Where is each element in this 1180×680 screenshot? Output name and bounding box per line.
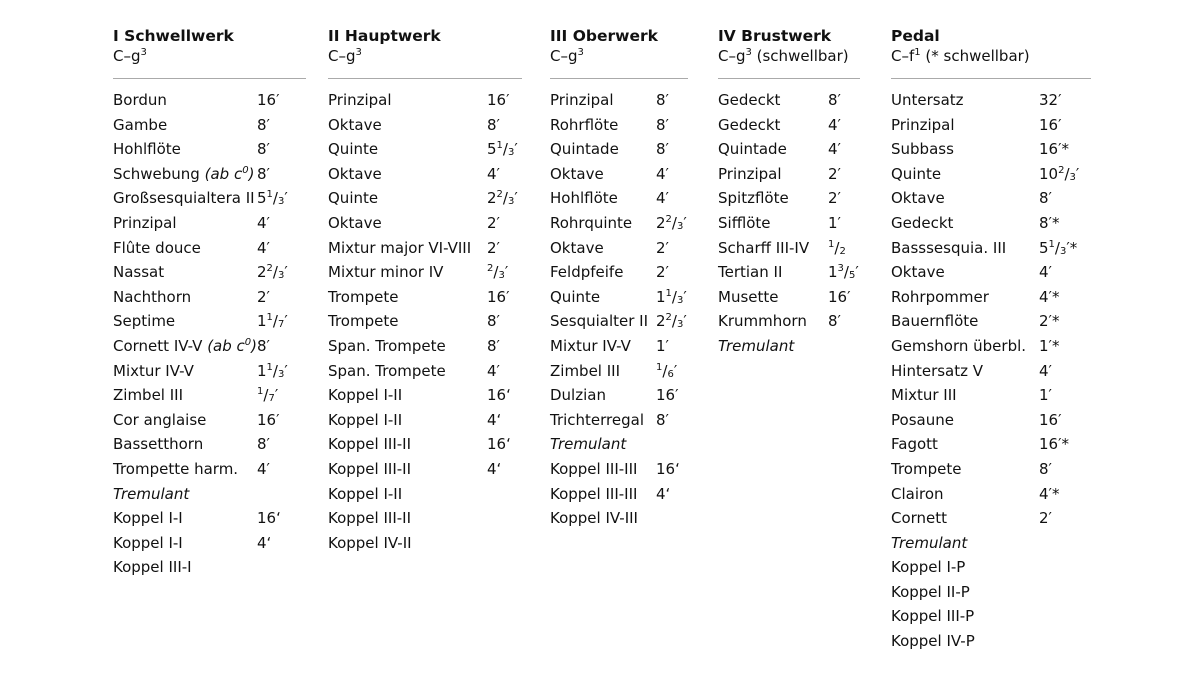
stop-pitch: 16′* <box>1039 140 1069 159</box>
stop-name: Dulzian <box>550 386 606 405</box>
stop-name: Gedeckt <box>718 91 781 109</box>
division-range: $C-g^3$ <box>550 47 584 65</box>
stop-pitch: 16′ <box>257 91 280 109</box>
stop-name: Bauernflöte <box>891 312 979 331</box>
stop-pitch: 4‘ <box>487 459 502 478</box>
stop-pitch: 8′ <box>257 140 270 159</box>
stop-name: Krummhorn <box>718 312 807 331</box>
stop-pitch: $2^2/_3'$ <box>656 213 687 232</box>
stop-name: Prinzipal <box>328 91 392 109</box>
division-range: $C-g^3$ (schwellbar) <box>718 47 849 65</box>
stop-name: Koppel I-I <box>113 533 183 552</box>
stop-pitch: 16′ <box>828 287 851 306</box>
stop-name: Tremulant <box>718 336 795 355</box>
stop-pitch: 8′ <box>656 140 669 159</box>
stop-name: Quintade <box>550 140 619 159</box>
stop-name: Oktave <box>328 164 382 183</box>
stop-name: Spitzflöte <box>718 189 789 208</box>
stop-pitch: 4‘ <box>656 484 671 503</box>
stop-pitch: 16′ <box>1039 115 1062 134</box>
stop-pitch: 2′ <box>257 287 270 306</box>
stop-pitch: 4′ <box>1039 263 1052 282</box>
stop-pitch: 1′ <box>1039 386 1052 405</box>
stop-name: Koppel I-II <box>328 410 403 429</box>
stop-pitch: 8′ <box>656 410 669 429</box>
stop-name: Schwebung (ab $c^0$) <box>113 164 255 183</box>
stop-name: Oktave <box>891 189 945 208</box>
stop-name: Gedeckt <box>891 213 954 232</box>
stop-pitch: $^2/_3'$ <box>487 263 509 282</box>
division-divider <box>113 78 306 79</box>
stop-pitch: 8′ <box>257 336 270 355</box>
stop-name: Clairon <box>891 484 944 503</box>
stop-pitch: $^1/_2$ <box>828 238 846 257</box>
stop-name: Koppel IV-III <box>550 509 638 528</box>
stop-name: Quintade <box>718 140 787 159</box>
stop-pitch: $2^2/_3'$ <box>257 263 288 282</box>
stop-pitch: 16′ <box>1039 410 1062 429</box>
stop-name: Hintersatz V <box>891 361 984 380</box>
stop-pitch: 2′ <box>656 263 669 282</box>
stop-pitch: 4′* <box>1039 287 1060 306</box>
stop-pitch: 8′ <box>487 312 500 331</box>
stop-name: Fagott <box>891 435 938 454</box>
stop-name: Trompete <box>328 312 399 331</box>
stop-pitch: $5^1/_3'$ <box>487 140 518 159</box>
stop-pitch: 2′ <box>487 213 500 232</box>
division-divider <box>891 78 1091 79</box>
stop-name: Koppel II-P <box>891 582 970 601</box>
stop-pitch: $^1/_6'$ <box>656 361 678 380</box>
stop-pitch: 1′ <box>656 336 669 355</box>
stop-pitch: $1^1/_7'$ <box>257 312 288 331</box>
stop-name: Oktave <box>891 263 945 282</box>
stop-pitch: 2′ <box>828 189 841 208</box>
stop-name: Quinte <box>550 287 601 306</box>
stop-pitch: 32′ <box>1039 91 1062 109</box>
stop-pitch: 4′ <box>487 361 500 380</box>
stop-name: Koppel III-P <box>891 607 975 626</box>
stop-pitch: 2′ <box>828 164 841 183</box>
stop-name: Feldpfeife <box>550 263 624 282</box>
stop-name: Koppel I-P <box>891 558 966 577</box>
stop-name: Oktave <box>328 115 382 134</box>
stop-name: Bordun <box>113 91 167 109</box>
division-range: $C-g^3$ <box>328 47 362 65</box>
stop-name: Gedeckt <box>718 115 781 134</box>
stop-name: Oktave <box>550 164 604 183</box>
stop-pitch: 4′ <box>257 238 270 257</box>
stop-name: Cornett <box>891 509 948 528</box>
stop-pitch: 16′ <box>487 287 510 306</box>
stop-name: Bassetthorn <box>113 435 204 454</box>
stop-name: Quinte <box>328 140 379 159</box>
stop-pitch: 8′ <box>1039 189 1052 208</box>
stop-name: Basssesquia. III <box>891 238 1007 257</box>
stop-pitch: 8′ <box>828 312 841 331</box>
stop-name: Mixtur IV-V <box>550 336 631 355</box>
stop-pitch: 4′ <box>828 115 841 134</box>
stop-pitch: 16‘ <box>487 435 511 454</box>
stop-name: Sifflöte <box>718 213 771 232</box>
stop-name: Mixtur major VI-VIII <box>328 238 472 257</box>
stop-pitch: 8′ <box>656 91 669 109</box>
division-range: $C-g^3$ <box>113 47 147 65</box>
stop-pitch: 8′* <box>1039 213 1060 232</box>
stop-name: Tremulant <box>113 484 190 503</box>
stop-name: Koppel III-I <box>113 558 192 577</box>
division-range: $C-f^1$ (* schwellbar) <box>891 47 1030 65</box>
stop-name: Gemshorn überbl. <box>891 336 1027 355</box>
division-divider <box>718 78 860 79</box>
stop-name: Quinte <box>328 189 379 208</box>
stop-name: Trompette harm. <box>113 459 239 478</box>
stop-pitch: 2′ <box>656 238 669 257</box>
stop-pitch: 16‘ <box>257 509 281 528</box>
stop-name: Oktave <box>328 213 382 232</box>
stop-pitch: 16′ <box>257 410 280 429</box>
stop-name: Span. Trompete <box>328 361 446 380</box>
stop-name: Zimbel III <box>550 361 621 380</box>
stop-name: Koppel IV-P <box>891 632 975 651</box>
stop-name: Gambe <box>113 115 168 134</box>
stop-pitch: $10^2/_3'$ <box>1039 164 1080 183</box>
stop-name: Sesquialter II <box>550 312 649 331</box>
stop-name: Tremulant <box>550 435 627 454</box>
stop-pitch: $^1/_7'$ <box>257 386 279 405</box>
stop-name: Septime <box>113 312 176 331</box>
division-divider <box>550 78 688 79</box>
division-title: III Oberwerk <box>550 27 658 45</box>
stop-pitch: $1^1/_3'$ <box>257 361 288 380</box>
stop-pitch: 1′ <box>828 213 841 232</box>
stop-name: Prinzipal <box>113 213 177 232</box>
stop-pitch: 4‘ <box>487 410 502 429</box>
stop-pitch: $5^1/_3'$ <box>257 189 288 208</box>
stop-name: Mixtur IV-V <box>113 361 194 380</box>
stop-name: Koppel IV-II <box>328 533 412 552</box>
stop-name: Nassat <box>113 263 165 282</box>
stop-pitch: 8′ <box>487 336 500 355</box>
stop-name: Hohlflöte <box>550 189 618 208</box>
stop-name: Mixtur III <box>891 386 957 405</box>
stop-pitch: 16′ <box>487 91 510 109</box>
stop-pitch: 4‘ <box>257 533 272 552</box>
stop-name: Span. Trompete <box>328 336 446 355</box>
stop-pitch: 8′ <box>257 164 270 183</box>
stop-name: Trichterregal <box>550 410 645 429</box>
stop-name: Rohrflöte <box>550 115 619 134</box>
stop-pitch: $1^3/_5'$ <box>828 263 859 282</box>
stop-pitch: 1′* <box>1039 336 1060 355</box>
stop-name: Hohlflöte <box>113 140 181 159</box>
stop-name: Koppel I-II <box>328 386 403 405</box>
stop-name: Koppel III-III <box>550 459 638 478</box>
stop-pitch: 16′ <box>656 386 679 405</box>
stop-name: Prinzipal <box>718 164 782 183</box>
stop-name: Musette <box>718 287 779 306</box>
division-title: I Schwellwerk <box>113 27 234 45</box>
stop-pitch: 2′* <box>1039 312 1060 331</box>
stop-pitch: 16′* <box>1039 435 1069 454</box>
stop-name: Koppel III-II <box>328 435 412 454</box>
stop-pitch: $2^2/_3'$ <box>656 312 687 331</box>
stop-pitch: 8′ <box>656 115 669 134</box>
stop-name: Cor anglaise <box>113 410 207 429</box>
stop-pitch: 2′ <box>1039 509 1052 528</box>
stop-pitch: $5^1/_3'*$ <box>1039 238 1078 257</box>
stop-pitch: 8′ <box>1039 459 1052 478</box>
division-title: IV Brustwerk <box>718 27 832 45</box>
stop-name: Koppel I-II <box>328 484 403 503</box>
stop-pitch: $2^2/_3'$ <box>487 189 518 208</box>
stop-pitch: 16‘ <box>487 386 511 405</box>
stop-name: Scharff III-IV <box>718 238 810 257</box>
stop-pitch: 16‘ <box>656 459 680 478</box>
stop-pitch: 4′ <box>828 140 841 159</box>
stop-name: Oktave <box>550 238 604 257</box>
stop-name: Koppel I-I <box>113 509 183 528</box>
stop-name: Koppel III-II <box>328 509 412 528</box>
stop-name: Prinzipal <box>550 91 614 109</box>
division-title: II Hauptwerk <box>328 27 441 45</box>
stop-pitch: 8′ <box>828 91 841 109</box>
stop-pitch: 4′ <box>1039 361 1052 380</box>
stop-pitch: 8′ <box>487 115 500 134</box>
stop-name: Tertian II <box>718 263 783 282</box>
stop-pitch: $1^1/_3'$ <box>656 287 687 306</box>
stop-name: Cornett IV-V (ab $c^0$) <box>113 336 258 355</box>
stop-pitch: 4′ <box>257 213 270 232</box>
stop-name: Untersatz <box>891 91 964 109</box>
division-title: Pedal <box>891 27 940 45</box>
stop-name: Tremulant <box>891 533 968 552</box>
stop-name: Trompete <box>328 287 399 306</box>
division-divider <box>328 78 522 79</box>
stop-pitch: 4′ <box>487 164 500 183</box>
stop-pitch: 8′ <box>257 435 270 454</box>
stop-name: Nachthorn <box>113 287 192 306</box>
stop-name: Zimbel III <box>113 386 184 405</box>
stop-name: Rohrpommer <box>891 287 989 306</box>
stop-name: Großsesquialtera II <box>113 189 255 208</box>
stop-pitch: 4′* <box>1039 484 1060 503</box>
stop-name: Subbass <box>891 140 954 159</box>
stop-name: Trompete <box>891 459 962 478</box>
stop-pitch: 4′ <box>656 189 669 208</box>
stop-name: Flûte douce <box>113 238 201 257</box>
stop-name: Posaune <box>891 410 954 429</box>
stop-pitch: 2′ <box>487 238 500 257</box>
stop-name: Koppel III-II <box>328 459 412 478</box>
stop-name: Rohrquinte <box>550 213 633 232</box>
stop-pitch: 8′ <box>257 115 270 134</box>
stop-name: Koppel III-III <box>550 484 638 503</box>
stop-name: Prinzipal <box>891 115 955 134</box>
stop-pitch: 4′ <box>257 459 270 478</box>
stop-name: Quinte <box>891 164 942 183</box>
stop-pitch: 4′ <box>656 164 669 183</box>
stop-name: Mixtur minor IV <box>328 263 444 282</box>
